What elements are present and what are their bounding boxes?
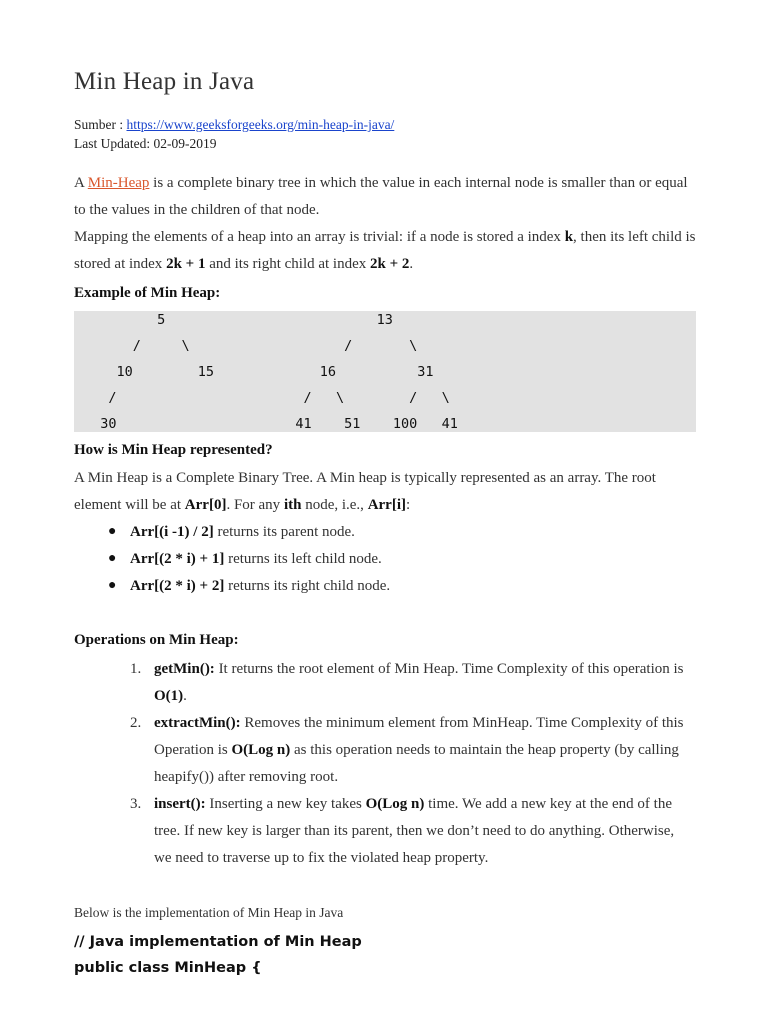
bullet-text: returns its right child node.	[224, 578, 391, 594]
bullet-icon: ●	[108, 578, 117, 593]
arr0-code: Arr[0]	[184, 497, 227, 513]
tree-example-box	[74, 311, 696, 432]
operations-heading: Operations on Min Heap:	[74, 632, 239, 648]
op-text: Removes the minimum element from MinHeap. Time Complexity of this Operation is	[154, 715, 684, 758]
bullet-icon: ●	[108, 524, 117, 539]
operation-item	[130, 791, 694, 872]
rep-text: :	[406, 497, 411, 513]
tree-line: / \ / \	[84, 338, 418, 354]
source-line	[74, 117, 394, 133]
tree-line: 10 15 16 31	[84, 364, 434, 380]
ith-text: ith	[283, 497, 302, 513]
bullet-text: returns its parent node.	[213, 524, 355, 540]
operation-item	[130, 656, 694, 710]
intro-text: A	[74, 175, 88, 191]
arri-code: Arr[i]	[367, 497, 406, 513]
op-text: .	[183, 688, 187, 704]
bullet-icon: ●	[108, 551, 117, 566]
bullet-text: returns its left child node.	[224, 551, 382, 567]
rep-text: . For any	[226, 497, 284, 513]
rep-text: node, i.e.,	[301, 497, 368, 513]
bullet-code: Arr[(2 * i) + 2]	[130, 578, 225, 594]
tree-line: / / \ / \	[84, 390, 450, 406]
page-title: Min Heap in Java	[74, 68, 255, 95]
bullet-code: Arr[(2 * i) + 1]	[130, 551, 225, 567]
complexity: O(Log n)	[365, 796, 425, 812]
list-item	[108, 551, 382, 568]
left-index: 2k + 1	[166, 256, 206, 272]
mapping-text: , then its left child is stored at index	[74, 229, 696, 272]
index-k: k	[564, 229, 574, 245]
list-item	[108, 578, 391, 595]
bullet-code: Arr[(i -1) / 2]	[130, 524, 214, 540]
item-number: 2.	[130, 715, 142, 731]
example-heading: Example of Min Heap:	[74, 285, 221, 301]
representation-heading: How is Min Heap represented?	[74, 442, 273, 458]
method-name: getMin():	[154, 661, 215, 677]
mapping-text: and its right child at index	[205, 256, 371, 272]
op-text: time. We add a new key at the end of the tree. If new key is larger than its parent, then we don’t need to do anything. Otherwise, we need to traverse up to fix the violated heap property.	[154, 796, 675, 866]
complexity: O(1)	[154, 688, 184, 704]
op-text: as this operation needs to maintain the heap property (by calling heapify()) after removing root.	[154, 742, 679, 785]
op-text: It returns the root element of Min Heap. Time Complexity of this operation is	[214, 661, 684, 677]
tree-line: 5 13	[84, 312, 393, 328]
source-link[interactable]: https://www.geeksforgeeks.org/min-heap-in-java/	[126, 117, 395, 132]
mapping-text: .	[409, 256, 414, 272]
representation-paragraph	[74, 465, 696, 519]
implementation-note: Below is the implementation of Min Heap in Java	[74, 905, 344, 920]
complexity: O(Log n)	[231, 742, 291, 758]
method-name: insert():	[154, 796, 206, 812]
intro-paragraph-1	[74, 170, 696, 224]
tree-line: 30 41 51 100 41	[84, 416, 458, 432]
code-comment: // Java implementation of Min Heap	[74, 934, 362, 950]
mapping-text: Mapping the elements of a heap into an array is trivial: if a node is stored a index	[74, 229, 565, 245]
last-updated: Last Updated: 02-09-2019	[74, 136, 217, 151]
intro-text: is a complete binary tree in which the value in each internal node is smaller than or equal to the values in the children of that node.	[74, 175, 688, 218]
code-class-decl: public class MinHeap {	[74, 960, 262, 976]
method-name: extractMin():	[154, 715, 241, 731]
item-number: 3.	[130, 796, 142, 812]
source-label: Sumber :	[74, 117, 127, 132]
op-text: Inserting a new key takes	[205, 796, 366, 812]
intro-paragraph-2	[74, 224, 696, 278]
right-index: 2k + 2	[370, 256, 410, 272]
rep-text: A Min Heap is a Complete Binary Tree. A Min heap is typically represented as an array. The root element will be at	[74, 470, 656, 513]
operation-item	[130, 710, 694, 791]
list-item	[108, 524, 355, 541]
item-number: 1.	[130, 661, 142, 677]
min-heap-link[interactable]: Min-Heap	[87, 175, 150, 191]
